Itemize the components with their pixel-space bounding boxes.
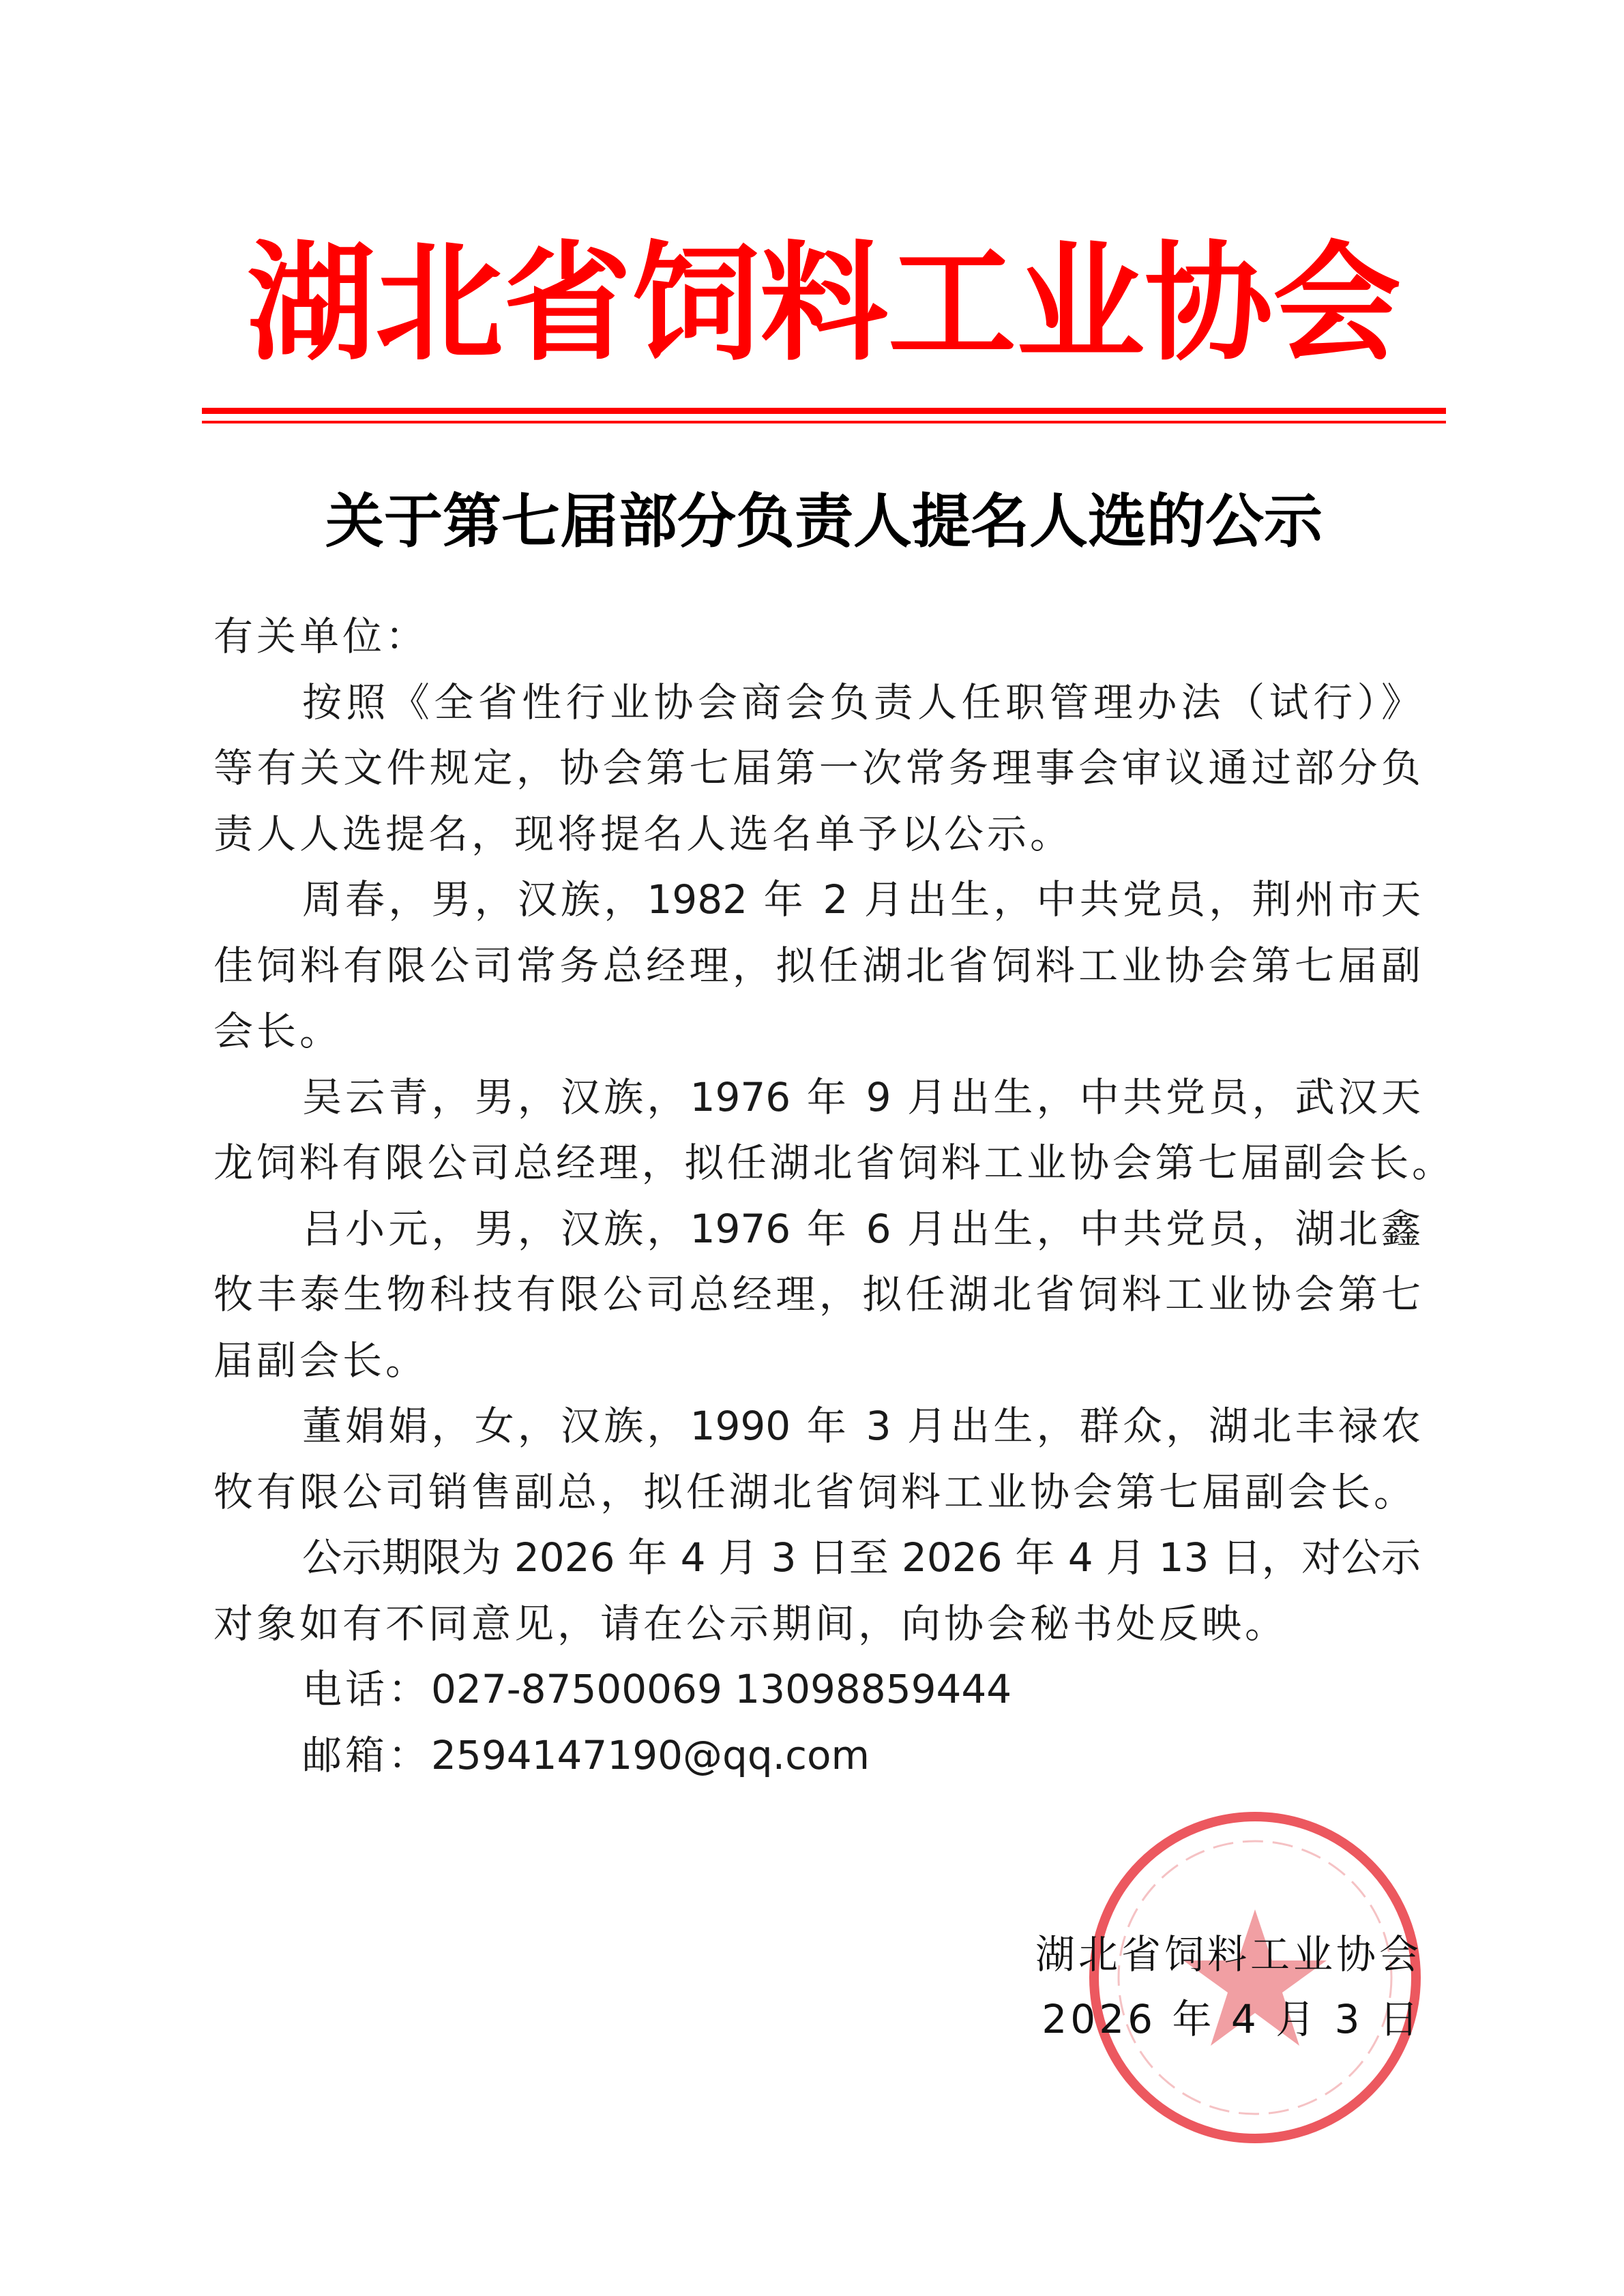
phone-line [302, 1662, 1012, 1716]
masthead-rule-thin [202, 421, 1446, 423]
phone-line-label: 电话： [302, 1666, 432, 1712]
phone-line-value: 027-87500069 13098859444 [431, 1666, 1012, 1712]
email-line [302, 1728, 870, 1783]
paragraph-line: 公示期限为 2026 年 4 月 3 日至 2026 年 4 月 13 日，对公示 [302, 1534, 1421, 1581]
paragraph-line: 对象如有不同意见，请在公示期间，向协会秘书处反映。 [213, 1600, 1288, 1647]
paragraph-line: 责人人选提名，现将提名人选名单予以公示。 [213, 810, 1074, 857]
paragraph-line: 周春，男，汉族，1982 年 2 月出生，中共党员，荆州市天 [302, 876, 1421, 923]
paragraph-line: 会长。 [213, 1008, 343, 1054]
paragraph-line: 牧有限公司销售副总，拟任湖北省饲料工业协会第七届副会长。 [213, 1468, 1417, 1515]
paragraph-line: 董娟娟，女，汉族，1990 年 3 月出生，群众，湖北丰禄农 [302, 1403, 1421, 1449]
email-line-label: 邮箱： [302, 1731, 432, 1778]
signature-organization: 湖北省饲料工业协会 [1035, 1931, 1422, 1978]
paragraph-line: 牧丰泰生物科技有限公司总经理，拟任湖北省饲料工业协会第七 [213, 1271, 1421, 1317]
paragraph-line: 等有关文件规定，协会第七届第一次常务理事会审议通过部分负 [213, 745, 1421, 791]
masthead-rule-thick [202, 408, 1446, 414]
document-title: 关于第七届部分负责人提名人选的公示 [325, 487, 1323, 556]
paragraph-line: 龙饲料有限公司总经理，拟任湖北省饲料工业协会第七届副会长。 [213, 1139, 1451, 1186]
email-line-value: 2594147190@qq.com [431, 1731, 870, 1778]
paragraph-line: 吕小元，男，汉族，1976 年 6 月出生，中共党员，湖北鑫 [302, 1205, 1421, 1252]
paragraph-line: 佳饲料有限公司常务总经理，拟任湖北省饲料工业协会第七届副 [213, 942, 1421, 989]
paragraph-line: 按照《全省性行业协会商会负责人任职管理办法（试行）》 [302, 679, 1421, 726]
organization-masthead: 湖北省饲料工业协会 [247, 228, 1401, 378]
paragraph-line: 届副会长。 [213, 1337, 429, 1384]
salutation: 有关单位： [213, 613, 429, 659]
paragraph-line: 吴云青，男，汉族，1976 年 9 月出生，中共党员，武汉天 [302, 1073, 1421, 1120]
signature-date: 2026 年 4 月 3 日 [1042, 1996, 1422, 2042]
